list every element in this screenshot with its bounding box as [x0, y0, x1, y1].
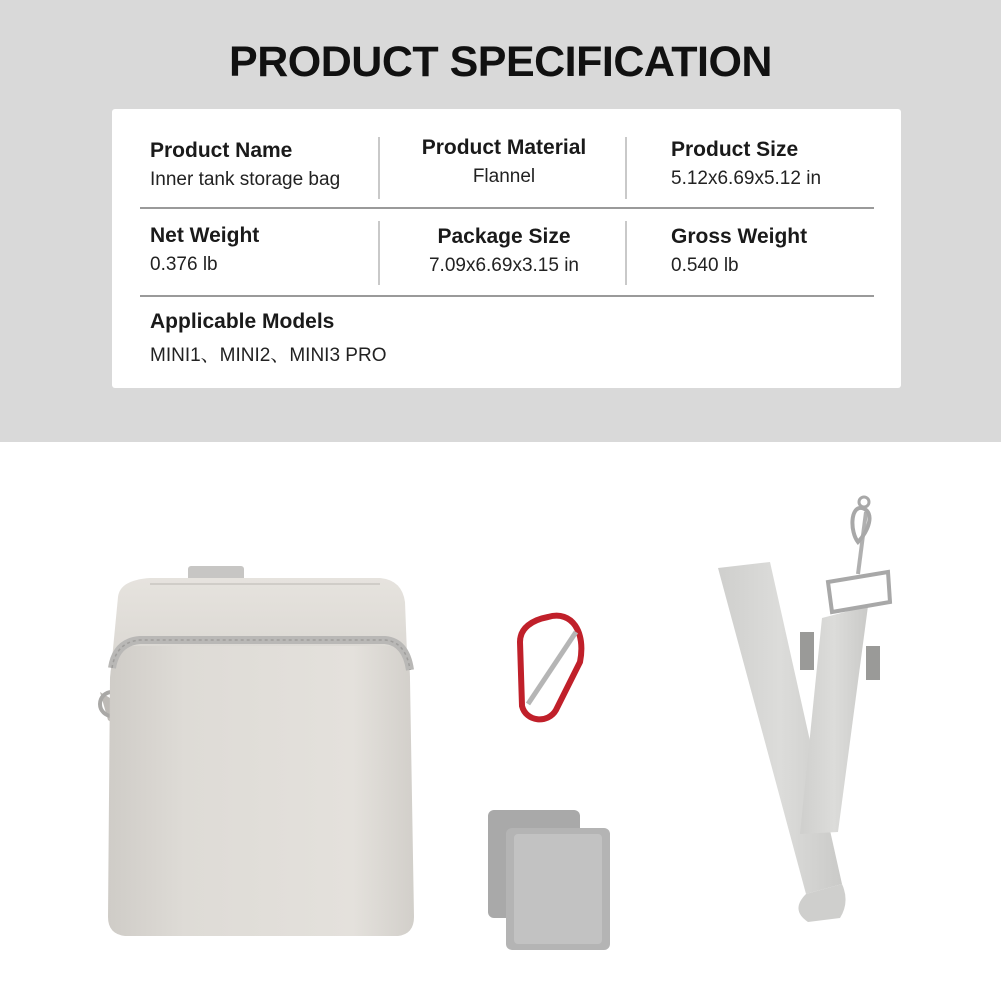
- carabiner-image: [520, 616, 581, 720]
- velcro-straps-image: [488, 810, 610, 950]
- spec-label: Product Material: [421, 136, 587, 159]
- spec-card: [112, 109, 901, 388]
- spec-value: 5.12x6.69x5.12 in: [671, 168, 822, 189]
- row-separator: [140, 295, 874, 297]
- spec-value: 7.09x6.69x3.15 in: [428, 255, 579, 276]
- shoulder-strap-image: [718, 497, 890, 922]
- spec-package-size: [382, 225, 626, 277]
- divider: [625, 221, 627, 285]
- spec-label: Net Weight: [150, 224, 260, 247]
- spec-product-material: [382, 136, 626, 188]
- spec-label: Gross Weight: [671, 225, 808, 248]
- storage-bag-image: [100, 566, 414, 936]
- spec-label: Applicable Models: [150, 310, 335, 333]
- spec-value: Inner tank storage bag: [150, 169, 341, 190]
- spec-label: Package Size: [437, 225, 571, 248]
- spec-label: Product Name: [150, 139, 293, 162]
- page-title: PRODUCT SPECIFICATION: [229, 38, 772, 86]
- spec-value: 0.540 lb: [671, 255, 739, 276]
- spec-label: Product Size: [671, 138, 799, 161]
- divider: [378, 137, 380, 199]
- spec-product-size: [671, 138, 821, 190]
- spec-product-name: [150, 139, 340, 191]
- divider: [378, 221, 380, 285]
- spec-applicable-models: [150, 310, 386, 367]
- product-photo: [0, 442, 1001, 1001]
- spec-value: Flannel: [472, 166, 536, 187]
- divider: [625, 137, 627, 199]
- row-separator: [140, 207, 874, 209]
- spec-value: MINI1、MINI2、MINI3 PRO: [150, 345, 387, 366]
- spec-gross-weight: [671, 225, 807, 277]
- spec-net-weight: [150, 224, 259, 276]
- spec-value: 0.376 lb: [150, 254, 218, 275]
